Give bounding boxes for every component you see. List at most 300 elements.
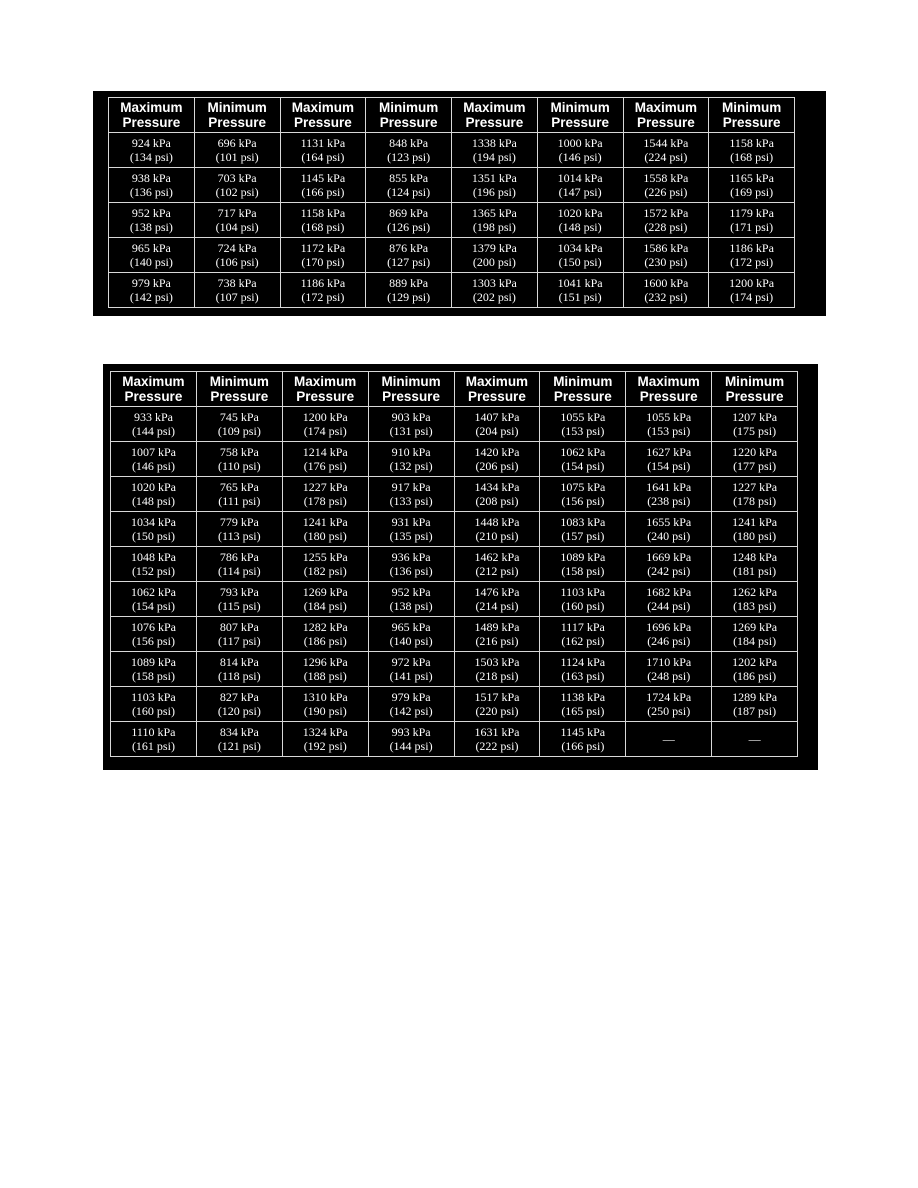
column-header (368, 372, 454, 407)
table-cell (282, 547, 368, 582)
table-cell (194, 238, 280, 273)
pressure-kpa: 1089 kPa (130, 655, 176, 669)
pressure-psi: (150 psi) (558, 255, 602, 269)
table-cell (537, 168, 623, 203)
table-cell (111, 512, 197, 547)
table-cell (712, 722, 798, 757)
pressure-psi: (181 psi) (733, 564, 777, 578)
column-header (537, 98, 623, 133)
table-cell (454, 512, 540, 547)
table-cell (366, 203, 452, 238)
pressure-kpa: — (748, 732, 761, 746)
pressure-kpa: 807 kPa (219, 620, 259, 634)
pressure-kpa: 917 kPa (391, 480, 431, 494)
pressure-kpa: 938 kPa (131, 171, 171, 185)
table-cell (368, 687, 454, 722)
pressure-kpa: 834 kPa (219, 725, 259, 739)
pressure-psi: (200 psi) (472, 255, 516, 269)
table-cell (282, 617, 368, 652)
table-row (109, 273, 795, 308)
table-cell (111, 477, 197, 512)
table-cell (626, 547, 712, 582)
table-cell (109, 133, 195, 168)
pressure-psi: (102 psi) (215, 185, 259, 199)
table-cell (196, 652, 282, 687)
pressure-kpa: 1179 kPa (729, 206, 774, 220)
pressure-kpa: 993 kPa (391, 725, 431, 739)
table-cell (111, 407, 197, 442)
table-cell (623, 273, 709, 308)
pressure-psi: (123 psi) (387, 150, 431, 164)
column-header-line: Minimum (722, 100, 782, 115)
pressure-kpa: 1241 kPa (732, 515, 778, 529)
pressure-psi: (107 psi) (215, 290, 259, 304)
column-header-line: Maximum (465, 374, 529, 389)
column-header-line: Maximum (122, 374, 185, 389)
pressure-kpa: 1407 kPa (474, 410, 520, 424)
table-cell (712, 687, 798, 722)
table-cell (712, 652, 798, 687)
pressure-psi: (220 psi) (475, 704, 519, 718)
pressure-kpa: 1076 kPa (130, 620, 176, 634)
table-cell (194, 168, 280, 203)
pressure-kpa: 1282 kPa (302, 620, 348, 634)
pressure-psi: (140 psi) (389, 634, 433, 648)
table-cell (196, 687, 282, 722)
table-row (111, 617, 798, 652)
pressure-psi: (218 psi) (475, 669, 519, 683)
table-cell (454, 477, 540, 512)
pressure-psi: (154 psi) (561, 459, 605, 473)
pressure-psi: (142 psi) (389, 704, 433, 718)
pressure-kpa: 931 kPa (391, 515, 431, 529)
pressure-kpa: 869 kPa (389, 206, 429, 220)
pressure-psi: (111 psi) (218, 494, 261, 508)
table-cell (540, 582, 626, 617)
pressure-psi: (117 psi) (218, 634, 261, 648)
column-header (623, 98, 709, 133)
table-cell (712, 407, 798, 442)
pressure-kpa: 979 kPa (391, 690, 431, 704)
pressure-psi: (147 psi) (558, 185, 602, 199)
table-cell (282, 652, 368, 687)
table-row (111, 687, 798, 722)
pressure-psi: (134 psi) (129, 150, 173, 164)
pressure-psi: (146 psi) (558, 150, 602, 164)
pressure-psi: (156 psi) (561, 494, 605, 508)
pressure-psi: (188 psi) (303, 669, 347, 683)
pressure-psi: (153 psi) (561, 424, 605, 438)
pressure-psi: (121 psi) (217, 739, 261, 753)
table-row (111, 442, 798, 477)
pressure-kpa: 1379 kPa (471, 241, 517, 255)
table-cell (540, 442, 626, 477)
pressure-psi: (140 psi) (129, 255, 173, 269)
table-cell (540, 722, 626, 757)
pressure-kpa: 1296 kPa (302, 655, 348, 669)
pressure-kpa: 1014 kPa (557, 171, 603, 185)
pressure-kpa: 1048 kPa (130, 550, 176, 564)
pressure-kpa: 924 kPa (131, 136, 171, 150)
column-header (454, 372, 540, 407)
column-header-line: Minimum (381, 374, 441, 389)
table-row (109, 133, 795, 168)
column-header-line: Pressure (293, 115, 352, 130)
pressure-kpa: 1145 kPa (560, 725, 606, 739)
pressure-psi: (138 psi) (129, 220, 173, 234)
table-cell (452, 133, 538, 168)
pressure-kpa: 1517 kPa (474, 690, 520, 704)
column-header-line: Minimum (553, 374, 613, 389)
pressure-psi: (132 psi) (389, 459, 433, 473)
table-row (111, 582, 798, 617)
table-cell (368, 442, 454, 477)
pressure-kpa: 1558 kPa (643, 171, 689, 185)
table-cell (454, 442, 540, 477)
pressure-psi: (190 psi) (303, 704, 347, 718)
pressure-psi: (198 psi) (472, 220, 516, 234)
pressure-kpa: 1696 kPa (646, 620, 692, 634)
pressure-kpa: 1131 kPa (300, 136, 346, 150)
table-cell (196, 477, 282, 512)
pressure-psi: (106 psi) (215, 255, 259, 269)
pressure-kpa: 1034 kPa (557, 241, 603, 255)
pressure-kpa: 738 kPa (217, 276, 257, 290)
table-cell (109, 168, 195, 203)
table-cell (109, 203, 195, 238)
pressure-kpa: 827 kPa (219, 690, 259, 704)
table-cell (626, 652, 712, 687)
pressure-psi: (242 psi) (647, 564, 691, 578)
pressure-psi: (186 psi) (303, 634, 347, 648)
pressure-kpa: 1448 kPa (474, 515, 520, 529)
pressure-psi: (158 psi) (561, 564, 605, 578)
pressure-kpa: 1586 kPa (643, 241, 689, 255)
pressure-kpa: 1462 kPa (474, 550, 520, 564)
column-header (366, 98, 452, 133)
pressure-kpa: 848 kPa (389, 136, 429, 150)
pressure-kpa: 1220 kPa (732, 445, 778, 459)
pressure-kpa: 1572 kPa (643, 206, 689, 220)
table-cell (196, 442, 282, 477)
pressure-table-2 (110, 371, 798, 757)
pressure-psi: (183 psi) (733, 599, 777, 613)
pressure-psi: (224 psi) (644, 150, 688, 164)
pressure-psi: (138 psi) (389, 599, 433, 613)
table-cell (368, 652, 454, 687)
pressure-psi: (126 psi) (387, 220, 431, 234)
pressure-psi: (165 psi) (561, 704, 605, 718)
table-cell (540, 407, 626, 442)
column-header-line: Pressure (551, 115, 610, 130)
pressure-psi: (175 psi) (733, 424, 777, 438)
pressure-psi: (152 psi) (131, 564, 175, 578)
column-header-line: Maximum (634, 100, 698, 115)
pressure-psi: (110 psi) (218, 459, 261, 473)
pressure-psi: (187 psi) (733, 704, 777, 718)
table-row (109, 168, 795, 203)
pressure-kpa: 1041 kPa (557, 276, 603, 290)
table-cell (454, 617, 540, 652)
table-cell (111, 442, 197, 477)
pressure-psi: (144 psi) (131, 424, 175, 438)
table-cell (709, 273, 795, 308)
pressure-psi: (114 psi) (218, 564, 261, 578)
pressure-kpa: 1227 kPa (302, 480, 348, 494)
table-cell (626, 512, 712, 547)
column-header (709, 98, 795, 133)
pressure-kpa: 876 kPa (389, 241, 429, 255)
pressure-psi: (202 psi) (472, 290, 516, 304)
table-cell (712, 512, 798, 547)
table-cell (196, 512, 282, 547)
column-header-line: Pressure (208, 115, 267, 130)
pressure-psi: (150 psi) (131, 529, 175, 543)
table-cell (368, 547, 454, 582)
table-cell (368, 582, 454, 617)
table-cell (537, 238, 623, 273)
table-row (109, 238, 795, 273)
pressure-kpa: 1055 kPa (560, 410, 606, 424)
pressure-psi: (162 psi) (561, 634, 605, 648)
column-header-line: Pressure (124, 389, 183, 404)
table-cell (366, 168, 452, 203)
pressure-kpa: 952 kPa (131, 206, 171, 220)
column-header-line: Pressure (465, 115, 524, 130)
table-cell (712, 442, 798, 477)
table-header-row (109, 98, 795, 133)
table-cell (280, 168, 366, 203)
pressure-kpa: 696 kPa (217, 136, 257, 150)
column-header-line: Minimum (207, 100, 267, 115)
table-row (111, 407, 798, 442)
pressure-psi: (154 psi) (131, 599, 175, 613)
table-cell (537, 273, 623, 308)
pressure-kpa: 1007 kPa (130, 445, 176, 459)
column-header-line: Pressure (210, 389, 269, 404)
pressure-psi: (184 psi) (733, 634, 777, 648)
table-cell (623, 168, 709, 203)
table-cell (540, 547, 626, 582)
column-header-line: Maximum (637, 374, 700, 389)
pressure-kpa: 1186 kPa (729, 241, 774, 255)
table-cell (454, 722, 540, 757)
pressure-psi: (194 psi) (472, 150, 516, 164)
pressure-kpa: 1724 kPa (646, 690, 692, 704)
pressure-kpa: 1020 kPa (130, 480, 176, 494)
table-cell (454, 582, 540, 617)
pressure-psi: (192 psi) (303, 739, 347, 753)
table-cell (368, 477, 454, 512)
pressure-kpa: 724 kPa (217, 241, 257, 255)
column-header-line: Pressure (553, 389, 612, 404)
pressure-kpa: — (662, 732, 675, 746)
column-header-line: Pressure (468, 389, 526, 404)
pressure-psi: (210 psi) (475, 529, 519, 543)
pressure-psi: (228 psi) (644, 220, 688, 234)
pressure-psi: (230 psi) (644, 255, 688, 269)
pressure-kpa: 765 kPa (219, 480, 259, 494)
pressure-kpa: 1241 kPa (302, 515, 348, 529)
pressure-kpa: 910 kPa (391, 445, 431, 459)
table-cell (368, 617, 454, 652)
pressure-psi: (177 psi) (733, 459, 777, 473)
table-row (111, 547, 798, 582)
table-cell (454, 652, 540, 687)
column-header-line: Pressure (122, 115, 181, 130)
table-cell (540, 652, 626, 687)
pressure-psi: (146 psi) (131, 459, 175, 473)
pressure-psi: (113 psi) (218, 529, 261, 543)
table-cell (709, 203, 795, 238)
table-cell (626, 687, 712, 722)
table-cell (712, 617, 798, 652)
pressure-psi: (166 psi) (301, 185, 345, 199)
table-cell (196, 722, 282, 757)
table-header-row (111, 372, 798, 407)
table-cell (368, 512, 454, 547)
pressure-psi: (248 psi) (647, 669, 691, 683)
pressure-psi: (176 psi) (303, 459, 347, 473)
table-cell (712, 582, 798, 617)
pressure-kpa: 1165 kPa (729, 171, 774, 185)
table-cell (109, 238, 195, 273)
pressure-psi: (246 psi) (647, 634, 691, 648)
pressure-psi: (184 psi) (303, 599, 347, 613)
pressure-kpa: 758 kPa (219, 445, 259, 459)
table-cell (626, 407, 712, 442)
table-row (111, 477, 798, 512)
pressure-psi: (174 psi) (730, 290, 774, 304)
pressure-psi: (168 psi) (730, 150, 774, 164)
table-cell (280, 238, 366, 273)
pressure-kpa: 717 kPa (217, 206, 257, 220)
table-cell (280, 203, 366, 238)
pressure-kpa: 903 kPa (391, 410, 431, 424)
pressure-kpa: 1420 kPa (474, 445, 520, 459)
pressure-kpa: 1000 kPa (557, 136, 603, 150)
pressure-kpa: 1682 kPa (646, 585, 692, 599)
pressure-psi: (136 psi) (129, 185, 173, 199)
pressure-psi: (156 psi) (131, 634, 175, 648)
pressure-kpa: 1710 kPa (646, 655, 692, 669)
pressure-psi: (212 psi) (475, 564, 519, 578)
pressure-psi: (136 psi) (389, 564, 433, 578)
column-header (194, 98, 280, 133)
table-cell (282, 407, 368, 442)
pressure-psi: (127 psi) (387, 255, 431, 269)
column-header-line: Minimum (379, 100, 439, 115)
pressure-table-1 (108, 97, 795, 308)
column-header (712, 372, 798, 407)
pressure-psi: (118 psi) (218, 669, 261, 683)
table-cell (712, 547, 798, 582)
pressure-kpa: 786 kPa (219, 550, 259, 564)
pressure-kpa: 1186 kPa (300, 276, 346, 290)
column-header (196, 372, 282, 407)
pressure-kpa: 1062 kPa (560, 445, 606, 459)
pressure-kpa: 1055 kPa (646, 410, 692, 424)
pressure-psi: (178 psi) (303, 494, 347, 508)
pressure-kpa: 1627 kPa (646, 445, 692, 459)
column-header-line: Pressure (639, 389, 698, 404)
table-cell (111, 617, 197, 652)
pressure-psi: (157 psi) (561, 529, 605, 543)
table-cell (537, 133, 623, 168)
column-header-line: Pressure (722, 115, 781, 130)
column-header-line: Minimum (724, 374, 785, 389)
pressure-kpa: 1351 kPa (471, 171, 517, 185)
table-cell (452, 203, 538, 238)
table-cell (282, 512, 368, 547)
column-header (540, 372, 626, 407)
pressure-kpa: 1269 kPa (302, 585, 348, 599)
column-header-line: Maximum (291, 100, 355, 115)
pressure-psi: (186 psi) (733, 669, 777, 683)
pressure-kpa: 703 kPa (217, 171, 257, 185)
pressure-kpa: 1324 kPa (302, 725, 348, 739)
table-cell (196, 407, 282, 442)
table-cell (111, 687, 197, 722)
column-header-line: Minimum (550, 100, 610, 115)
pressure-kpa: 889 kPa (389, 276, 429, 290)
table-cell (454, 407, 540, 442)
pressure-psi: (124 psi) (387, 185, 431, 199)
pressure-psi: (204 psi) (475, 424, 519, 438)
pressure-kpa: 745 kPa (219, 410, 259, 424)
table-cell (709, 133, 795, 168)
pressure-psi: (133 psi) (389, 494, 433, 508)
table-row (111, 722, 798, 757)
pressure-psi: (148 psi) (558, 220, 602, 234)
table-cell (540, 512, 626, 547)
pressure-kpa: 1600 kPa (643, 276, 689, 290)
pressure-psi: (164 psi) (301, 150, 345, 164)
pressure-kpa: 972 kPa (391, 655, 431, 669)
pressure-kpa: 1255 kPa (302, 550, 348, 564)
pressure-kpa: 1310 kPa (302, 690, 348, 704)
table-cell (366, 133, 452, 168)
column-header-line: Pressure (379, 115, 438, 130)
pressure-psi: (120 psi) (217, 704, 261, 718)
table-cell (626, 442, 712, 477)
table-cell (111, 722, 197, 757)
pressure-psi: (216 psi) (475, 634, 519, 648)
pressure-kpa: 1544 kPa (643, 136, 689, 150)
pressure-kpa: 965 kPa (131, 241, 171, 255)
pressure-psi: (169 psi) (730, 185, 774, 199)
pressure-psi: (129 psi) (387, 290, 431, 304)
table-cell (111, 582, 197, 617)
pressure-psi: (174 psi) (303, 424, 347, 438)
pressure-kpa: 1434 kPa (474, 480, 520, 494)
pressure-psi: (160 psi) (561, 599, 605, 613)
column-header-line: Pressure (636, 115, 695, 130)
pressure-kpa: 965 kPa (391, 620, 431, 634)
pressure-kpa: 1145 kPa (300, 171, 346, 185)
table-cell (366, 238, 452, 273)
pressure-kpa: 1103 kPa (131, 690, 176, 704)
pressure-psi: (172 psi) (730, 255, 774, 269)
pressure-kpa: 1489 kPa (474, 620, 520, 634)
pressure-psi: (196 psi) (472, 185, 516, 199)
column-header-line: Minimum (209, 374, 269, 389)
table-cell (709, 168, 795, 203)
pressure-kpa: 1172 kPa (300, 241, 346, 255)
table-cell (540, 687, 626, 722)
pressure-kpa: 1303 kPa (471, 276, 517, 290)
pressure-kpa: 1248 kPa (732, 550, 778, 564)
